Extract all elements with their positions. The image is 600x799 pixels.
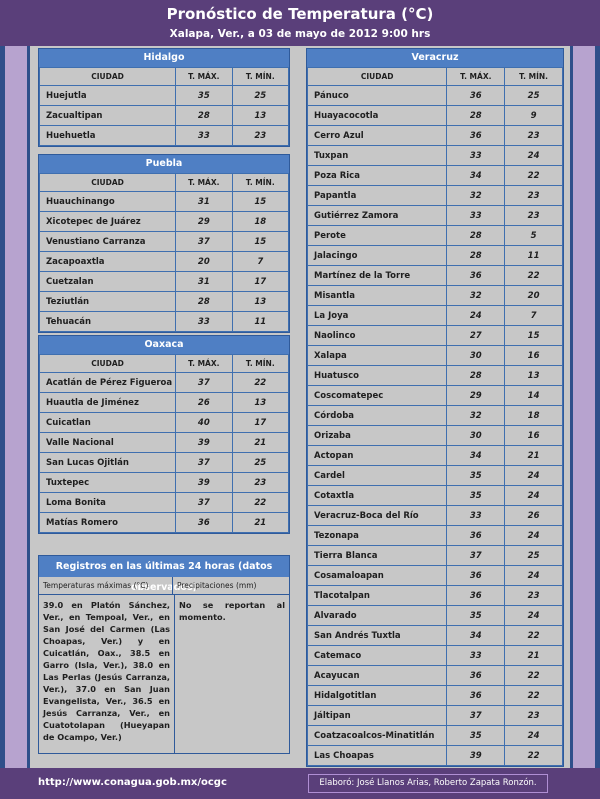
city-cell: La Joya xyxy=(308,306,447,326)
panel-oaxaca xyxy=(38,335,290,534)
table-row xyxy=(40,373,289,393)
table-row xyxy=(308,326,563,346)
max-temp-cell: 30 xyxy=(447,426,505,446)
table-row xyxy=(40,126,289,146)
city-cell: San Andrés Tuxtla xyxy=(308,626,447,646)
max-temp-text: 39.0 en Platón Sánchez, Ver., en Tempoal, Ver., en San José del Carmen (Las Choapas, Ver.) y en Cuicatlán, Oax., 38.5 en Garro (Isla, Ver.), 38.0 en Las Perlas (Jesús Carranza, Ver.), 37.0 en San Juan Evangelista, Ver., 36.5 en Jesús Carranza, Ver., en Cuatotolapan (Hueyapan de Ocampo, Ver.) xyxy=(39,595,175,753)
min-temp-cell: 23 xyxy=(232,126,288,146)
min-temp-cell: 20 xyxy=(505,286,563,306)
min-temp-cell: 18 xyxy=(505,406,563,426)
city-cell: Huayacocotla xyxy=(308,106,447,126)
city-cell: Cotaxtla xyxy=(308,486,447,506)
right-frame xyxy=(570,0,600,799)
max-temp-cell: 24 xyxy=(447,306,505,326)
city-cell: Pánuco xyxy=(308,86,447,106)
min-temp-cell: 23 xyxy=(232,473,288,493)
city-cell: Huautla de Jiménez xyxy=(40,393,176,413)
max-temp-cell: 36 xyxy=(447,526,505,546)
min-temp-cell: 23 xyxy=(505,706,563,726)
max-temp-cell: 28 xyxy=(447,246,505,266)
min-temp-cell: 24 xyxy=(505,146,563,166)
max-temp-cell: 34 xyxy=(447,166,505,186)
table-row xyxy=(40,192,289,212)
col-header-city: CIUDAD xyxy=(40,355,176,373)
city-cell: Poza Rica xyxy=(308,166,447,186)
min-temp-cell: 23 xyxy=(505,186,563,206)
max-temp-cell: 39 xyxy=(176,433,232,453)
col-header-min: T. MÍN. xyxy=(505,68,563,86)
table-row xyxy=(308,166,563,186)
min-temp-cell: 17 xyxy=(232,272,288,292)
min-temp-cell: 22 xyxy=(505,166,563,186)
min-temp-cell: 25 xyxy=(505,546,563,566)
max-temp-cell: 33 xyxy=(447,646,505,666)
city-cell: Córdoba xyxy=(308,406,447,426)
max-temp-cell: 34 xyxy=(447,446,505,466)
left-frame xyxy=(0,0,30,799)
table-row xyxy=(40,312,289,332)
max-temp-cell: 28 xyxy=(176,106,232,126)
table-row xyxy=(308,426,563,446)
table-row xyxy=(308,86,563,106)
min-temp-cell: 15 xyxy=(232,192,288,212)
table-row xyxy=(308,366,563,386)
table-row xyxy=(308,306,563,326)
city-cell: Venustiano Carranza xyxy=(40,232,176,252)
page-footer xyxy=(0,768,600,799)
city-cell: Zacapoaxtla xyxy=(40,252,176,272)
max-temp-cell: 33 xyxy=(176,312,232,332)
col-header-min: T. MÍN. xyxy=(232,355,288,373)
min-temp-cell: 23 xyxy=(505,586,563,606)
city-cell: Xalapa xyxy=(308,346,447,366)
table-row xyxy=(40,413,289,433)
city-cell: Papantla xyxy=(308,186,447,206)
city-cell: Huatusco xyxy=(308,366,447,386)
city-cell: Catemaco xyxy=(308,646,447,666)
city-cell: Coscomatepec xyxy=(308,386,447,406)
table-row xyxy=(308,486,563,506)
max-temp-cell: 34 xyxy=(447,626,505,646)
table-row xyxy=(40,252,289,272)
city-cell: Xicotepec de Juárez xyxy=(40,212,176,232)
min-temp-cell: 14 xyxy=(505,386,563,406)
max-temp-cell: 35 xyxy=(447,726,505,746)
table-row xyxy=(308,646,563,666)
min-temp-cell: 22 xyxy=(505,266,563,286)
min-temp-cell: 13 xyxy=(232,106,288,126)
table-row xyxy=(308,206,563,226)
table-row xyxy=(308,466,563,486)
table-row xyxy=(40,106,289,126)
min-temp-cell: 24 xyxy=(505,566,563,586)
page-header xyxy=(0,0,600,46)
table-row xyxy=(308,746,563,766)
footer-credit: Elaboró: José Llanos Arias, Roberto Zapata Ronzón. xyxy=(308,774,548,793)
city-cell: Zacualtipan xyxy=(40,106,176,126)
min-temp-cell: 24 xyxy=(505,526,563,546)
city-cell: Hidalgotitlan xyxy=(308,686,447,706)
city-cell: Tierra Blanca xyxy=(308,546,447,566)
city-cell: Coatzacoalcos-Minatitlán xyxy=(308,726,447,746)
table-oaxaca xyxy=(39,354,289,533)
max-temp-cell: 30 xyxy=(447,346,505,366)
max-temp-cell: 27 xyxy=(447,326,505,346)
col-header-min: T. MÍN. xyxy=(232,68,288,86)
max-temp-label: Temperaturas máximas (°C) xyxy=(39,577,173,594)
max-temp-cell: 39 xyxy=(447,746,505,766)
min-temp-cell: 25 xyxy=(505,86,563,106)
panel-veracruz xyxy=(306,48,564,767)
table-row xyxy=(308,226,563,246)
max-temp-cell: 29 xyxy=(176,212,232,232)
precip-text: No se reportan al momento. xyxy=(179,600,285,622)
max-temp-cell: 35 xyxy=(447,486,505,506)
table-row xyxy=(40,272,289,292)
city-cell: Naolinco xyxy=(308,326,447,346)
min-temp-cell: 11 xyxy=(232,312,288,332)
city-cell: Tuxpan xyxy=(308,146,447,166)
observed-panel xyxy=(38,555,290,754)
min-temp-cell: 7 xyxy=(232,252,288,272)
table-row xyxy=(308,106,563,126)
min-temp-cell: 26 xyxy=(505,506,563,526)
table-row xyxy=(308,726,563,746)
max-temp-cell: 36 xyxy=(447,686,505,706)
observed-title: Registros en las últimas 24 horas (datos observados) xyxy=(39,556,289,577)
table-row xyxy=(308,686,563,706)
max-temp-cell: 37 xyxy=(447,706,505,726)
min-temp-cell: 5 xyxy=(505,226,563,246)
table-row xyxy=(308,386,563,406)
city-cell: Teziutlán xyxy=(40,292,176,312)
min-temp-cell: 22 xyxy=(505,746,563,766)
table-row xyxy=(308,446,563,466)
min-temp-cell: 13 xyxy=(232,393,288,413)
col-header-city: CIUDAD xyxy=(40,68,176,86)
max-temp-cell: 36 xyxy=(447,666,505,686)
col-header-max: T. MÁX. xyxy=(176,174,232,192)
city-cell: Tuxtepec xyxy=(40,473,176,493)
table-row xyxy=(40,453,289,473)
col-header-city: CIUDAD xyxy=(308,68,447,86)
max-temp-cell: 31 xyxy=(176,192,232,212)
max-temp-cell: 35 xyxy=(447,606,505,626)
min-temp-cell: 16 xyxy=(505,346,563,366)
max-temp-cell: 36 xyxy=(176,513,232,533)
precip-label: Precipitaciones (mm) xyxy=(177,581,257,590)
max-temp-cell: 37 xyxy=(176,493,232,513)
city-cell: Cardel xyxy=(308,466,447,486)
min-temp-cell: 9 xyxy=(505,106,563,126)
max-temp-cell: 36 xyxy=(447,266,505,286)
city-cell: Acatlán de Pérez Figueroa xyxy=(40,373,176,393)
max-temp-cell: 33 xyxy=(447,206,505,226)
city-cell: Jáltipan xyxy=(308,706,447,726)
table-row xyxy=(40,513,289,533)
max-temp-cell: 37 xyxy=(176,373,232,393)
page-subtitle: Xalapa, Ver., a 03 de mayo de 2012 9:00 hrs xyxy=(169,28,431,40)
min-temp-cell: 23 xyxy=(505,206,563,226)
max-temp-cell: 36 xyxy=(447,586,505,606)
table-row xyxy=(308,626,563,646)
max-temp-cell: 33 xyxy=(176,126,232,146)
min-temp-cell: 22 xyxy=(505,626,563,646)
table-row xyxy=(308,606,563,626)
max-temp-cell: 31 xyxy=(176,272,232,292)
city-cell: Tehuacán xyxy=(40,312,176,332)
city-cell: Veracruz-Boca del Río xyxy=(308,506,447,526)
max-temp-cell: 29 xyxy=(447,386,505,406)
max-temp-cell: 26 xyxy=(176,393,232,413)
panel-header-veracruz: Veracruz xyxy=(307,49,563,67)
max-temp-cell: 32 xyxy=(447,406,505,426)
table-row xyxy=(308,146,563,166)
table-row xyxy=(308,406,563,426)
city-cell: Martínez de la Torre xyxy=(308,266,447,286)
table-row xyxy=(308,346,563,366)
city-cell: Cuetzalan xyxy=(40,272,176,292)
min-temp-cell: 13 xyxy=(505,366,563,386)
max-temp-cell: 36 xyxy=(447,86,505,106)
max-temp-cell: 39 xyxy=(176,473,232,493)
min-temp-cell: 21 xyxy=(232,513,288,533)
table-row xyxy=(40,292,289,312)
min-temp-cell: 15 xyxy=(232,232,288,252)
max-temp-cell: 36 xyxy=(447,566,505,586)
min-temp-cell: 15 xyxy=(505,326,563,346)
max-temp-cell: 37 xyxy=(447,546,505,566)
min-temp-cell: 24 xyxy=(505,726,563,746)
max-temp-cell: 37 xyxy=(176,232,232,252)
city-cell: Huejutla xyxy=(40,86,176,106)
max-temp-cell: 32 xyxy=(447,286,505,306)
table-row xyxy=(308,666,563,686)
table-row xyxy=(40,393,289,413)
min-temp-cell: 24 xyxy=(505,486,563,506)
min-temp-cell: 22 xyxy=(505,686,563,706)
city-cell: Valle Nacional xyxy=(40,433,176,453)
city-cell: Perote xyxy=(308,226,447,246)
city-cell: Tezonapa xyxy=(308,526,447,546)
min-temp-cell: 16 xyxy=(505,426,563,446)
table-row xyxy=(308,586,563,606)
city-cell: Matías Romero xyxy=(40,513,176,533)
table-row xyxy=(40,86,289,106)
max-temp-cell: 28 xyxy=(447,226,505,246)
city-cell: Huehuetla xyxy=(40,126,176,146)
table-row xyxy=(308,526,563,546)
city-cell: Loma Bonita xyxy=(40,493,176,513)
col-header-max: T. MÁX. xyxy=(447,68,505,86)
footer-url[interactable]: http://www.conagua.gob.mx/ocgc xyxy=(38,777,227,788)
city-cell: Acayucan xyxy=(308,666,447,686)
col-header-max: T. MÁX. xyxy=(176,355,232,373)
city-cell: Misantla xyxy=(308,286,447,306)
table-row xyxy=(308,706,563,726)
city-cell: Actopan xyxy=(308,446,447,466)
city-cell: Tlacotalpan xyxy=(308,586,447,606)
min-temp-cell: 18 xyxy=(232,212,288,232)
city-cell: Alvarado xyxy=(308,606,447,626)
min-temp-cell: 22 xyxy=(232,373,288,393)
city-cell: Cosamaloapan xyxy=(308,566,447,586)
min-temp-cell: 23 xyxy=(505,126,563,146)
table-row xyxy=(308,566,563,586)
max-temp-cell: 33 xyxy=(447,506,505,526)
table-veracruz xyxy=(307,67,563,766)
min-temp-cell: 17 xyxy=(232,413,288,433)
city-cell: San Lucas Ojitlán xyxy=(40,453,176,473)
page-title: Pronóstico de Temperatura (°C) xyxy=(166,5,434,23)
min-temp-cell: 22 xyxy=(232,493,288,513)
table-row xyxy=(40,473,289,493)
table-puebla xyxy=(39,173,289,332)
table-row xyxy=(308,126,563,146)
panel-hidalgo xyxy=(38,48,290,147)
min-temp-cell: 11 xyxy=(505,246,563,266)
table-row xyxy=(40,433,289,453)
min-temp-cell: 25 xyxy=(232,453,288,473)
table-row xyxy=(308,506,563,526)
panel-puebla xyxy=(38,154,290,333)
table-row xyxy=(308,286,563,306)
min-temp-cell: 24 xyxy=(505,466,563,486)
max-temp-cell: 36 xyxy=(447,126,505,146)
col-header-city: CIUDAD xyxy=(40,174,176,192)
city-cell: Jalacingo xyxy=(308,246,447,266)
panel-header-oaxaca: Oaxaca xyxy=(39,336,289,354)
max-temp-cell: 33 xyxy=(447,146,505,166)
min-temp-cell: 7 xyxy=(505,306,563,326)
min-temp-cell: 21 xyxy=(505,646,563,666)
max-temp-cell: 32 xyxy=(447,186,505,206)
max-temp-cell: 35 xyxy=(447,466,505,486)
city-cell: Las Choapas xyxy=(308,746,447,766)
table-hidalgo xyxy=(39,67,289,146)
table-row xyxy=(40,493,289,513)
max-temp-cell: 20 xyxy=(176,252,232,272)
max-temp-cell: 40 xyxy=(176,413,232,433)
table-row xyxy=(308,266,563,286)
table-row xyxy=(40,212,289,232)
city-cell: Cuicatlan xyxy=(40,413,176,433)
min-temp-cell: 13 xyxy=(232,292,288,312)
city-cell: Orizaba xyxy=(308,426,447,446)
col-header-max: T. MÁX. xyxy=(176,68,232,86)
city-cell: Huauchinango xyxy=(40,192,176,212)
min-temp-cell: 24 xyxy=(505,606,563,626)
min-temp-cell: 25 xyxy=(232,86,288,106)
min-temp-cell: 21 xyxy=(232,433,288,453)
col-header-min: T. MÍN. xyxy=(232,174,288,192)
table-row xyxy=(308,246,563,266)
city-cell: Cerro Azul xyxy=(308,126,447,146)
min-temp-cell: 21 xyxy=(505,446,563,466)
panel-header-puebla: Puebla xyxy=(39,155,289,173)
max-temp-cell: 28 xyxy=(176,292,232,312)
table-row xyxy=(40,232,289,252)
max-temp-cell: 35 xyxy=(176,86,232,106)
max-temp-cell: 28 xyxy=(447,366,505,386)
max-temp-cell: 37 xyxy=(176,453,232,473)
table-row xyxy=(308,186,563,206)
max-temp-cell: 28 xyxy=(447,106,505,126)
panel-header-hidalgo: Hidalgo xyxy=(39,49,289,67)
min-temp-cell: 22 xyxy=(505,666,563,686)
table-row xyxy=(308,546,563,566)
city-cell: Gutiérrez Zamora xyxy=(308,206,447,226)
